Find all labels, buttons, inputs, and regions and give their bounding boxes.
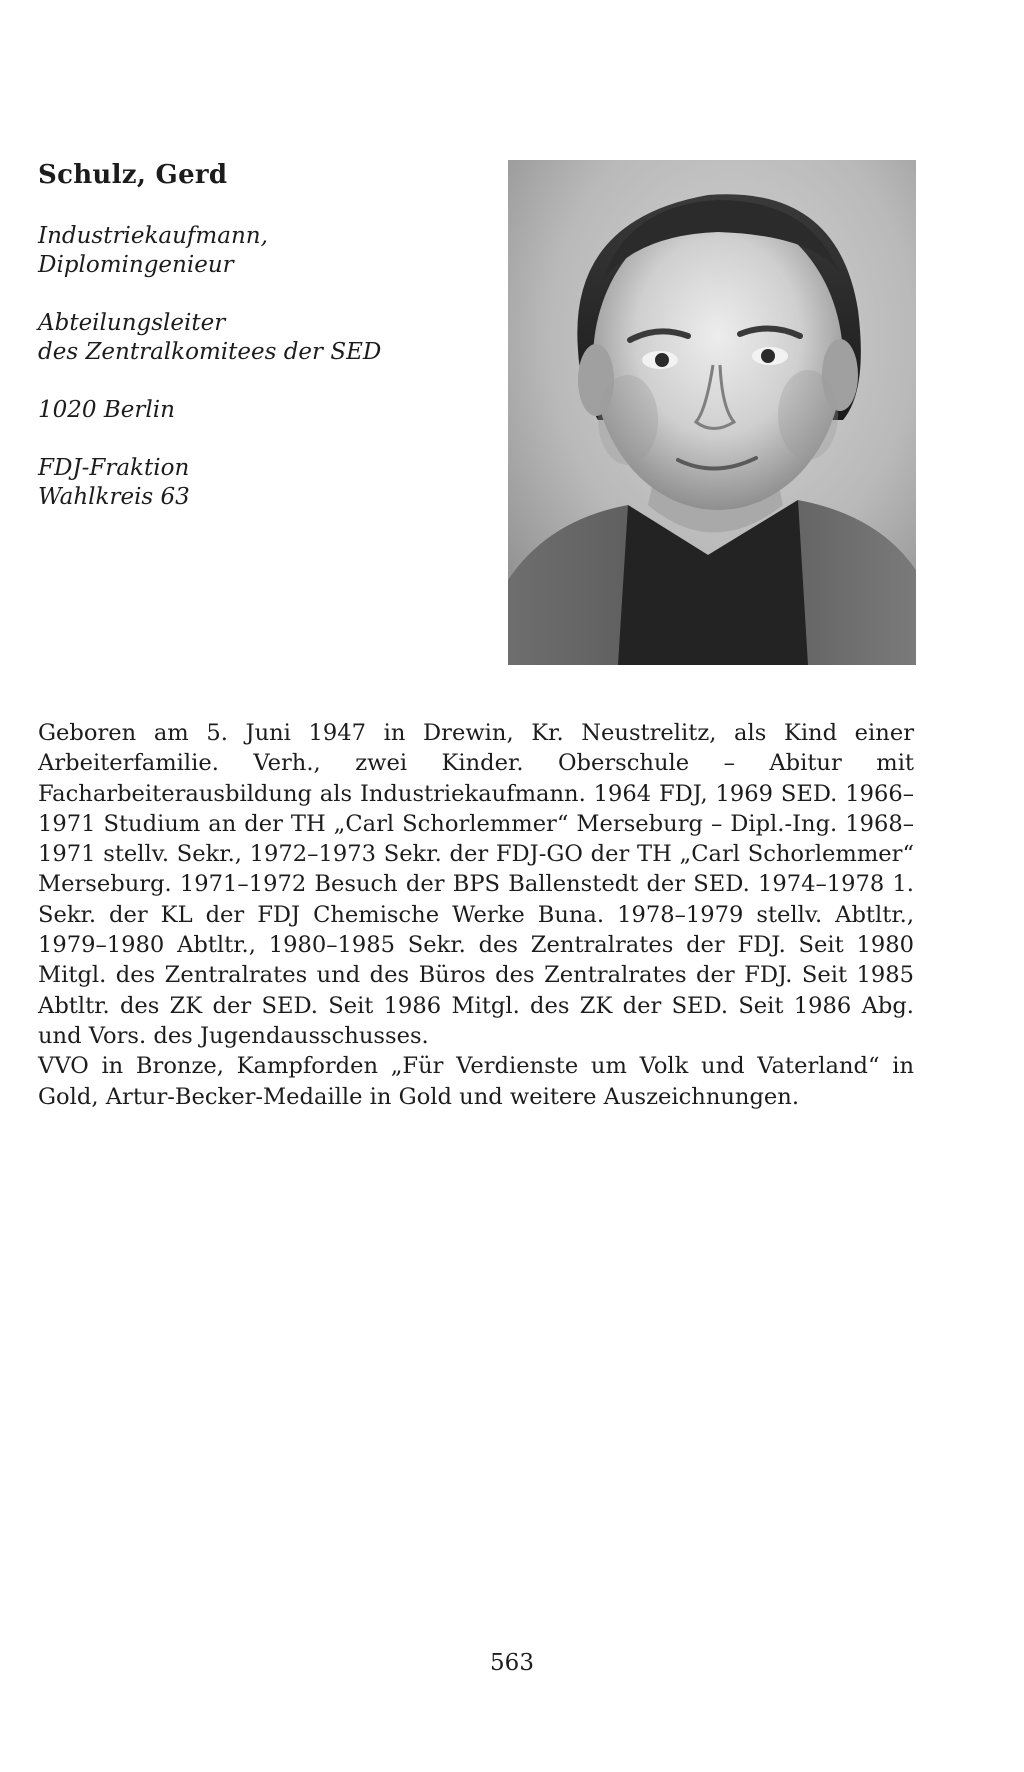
profession-line-2: Diplomingenieur: [38, 252, 234, 278]
residence: 1020 Berlin: [38, 397, 175, 423]
position-line-1: Abteilungsleiter: [38, 310, 226, 336]
position-block: [38, 309, 478, 367]
page-number: 563: [490, 1650, 534, 1676]
biography: [38, 718, 914, 1112]
biography-paragraph-2: VVO in Bronze, Kampforden „Für Verdienste um Volk und Vaterland“ in Gold, Artur-Becker-Medaille in Gold und weitere Auszeichnungen.: [38, 1053, 914, 1110]
position-line-2: des Zentralkomitees der SED: [38, 339, 382, 365]
residence-block: [38, 396, 478, 425]
biography-paragraph-1: Geboren am 5. Juni 1947 in Drewin, Kr. Neustrelitz, als Kind einer Arbeiterfamilie. Verh., zwei Kinder. Oberschule – Abitur mit Facharbeiterausbildung als Industriekaufmann. 1964 FDJ, 1969 SED. 1966–1971 Studium an der TH „Carl Schorlemmer“ Merseburg – Dipl.-Ing. 1968–1971 stellv. Sekr., 1972–1973 Sekr. der FDJ-GO der TH „Carl Schorlemmer“ Merseburg. 1971–1972 Besuch der BPS Ballenstedt der SED. 1974–1978 1. Sekr. der KL der FDJ Chemische Werke Buna. 1978–1979 stellv. Abtltr., 1979–1980 Abtltr., 1980–1985 Sekr. des Zentralrates der FDJ. Seit 1980 Mitgl. des Zentralrates und des Büros des Zentralrates der FDJ. Seit 1985 Abtltr. des ZK der SED. Seit 1986 Mitgl. des ZK der SED. Seit 1986 Abg. und Vors. des Jugendausschusses.: [38, 720, 914, 1049]
profession-line-1: Industriekaufmann,: [38, 223, 268, 249]
faction: FDJ-Fraktion: [38, 455, 190, 481]
profession-block: [38, 222, 478, 280]
faction-block: [38, 454, 478, 512]
entry-facts: [38, 222, 478, 541]
portrait-photo: [508, 160, 916, 665]
constituency: Wahlkreis 63: [38, 484, 190, 510]
entry-name: Schulz, Gerd: [38, 160, 228, 190]
portrait-photo-icon: [508, 160, 916, 665]
